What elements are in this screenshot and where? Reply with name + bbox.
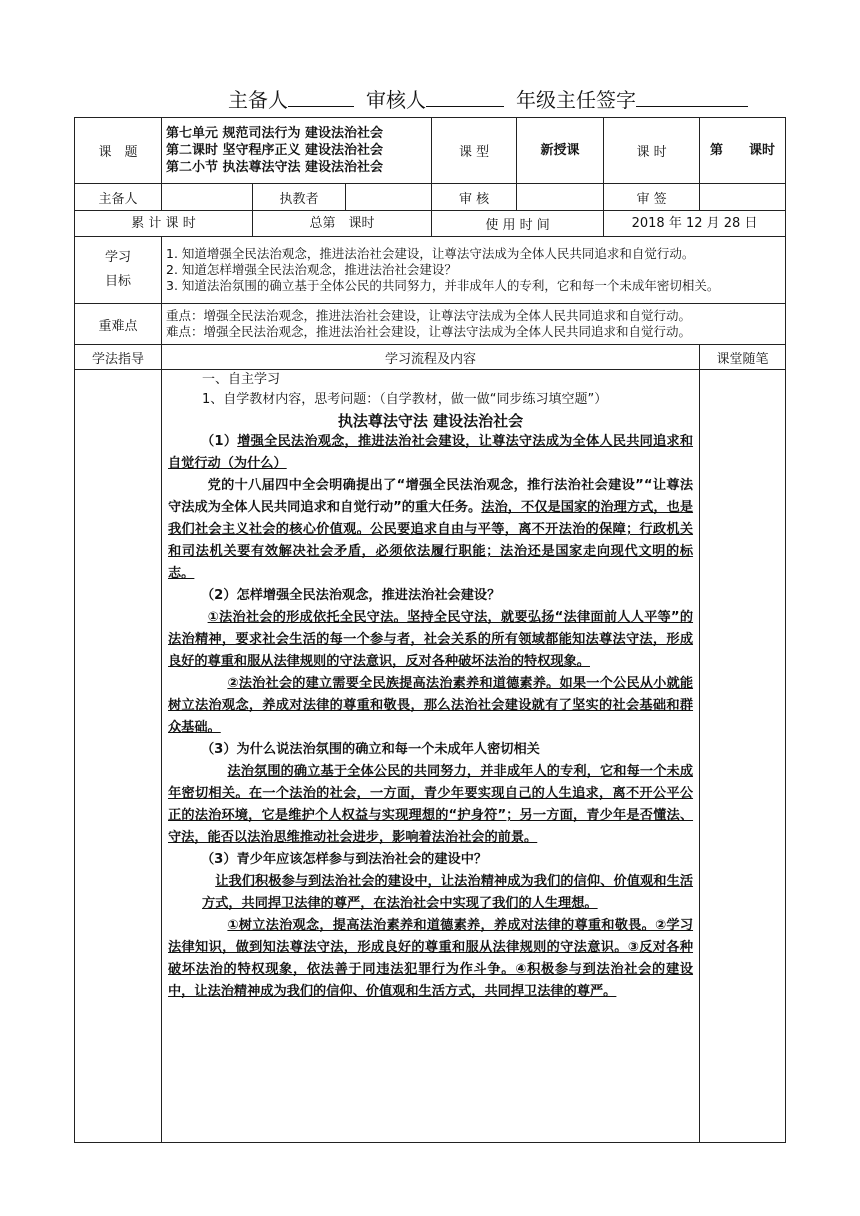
key-points-content — [162, 304, 786, 345]
answer-2b: ②法治社会的建立需要全民族提高法治素养和道德素养。如果一个公民从小就能树立法治观念，养成对法律的尊重和敬畏，那么法治社会建设就有了坚实的社会基础和群众基础。 — [168, 676, 694, 735]
cumulative-label: 累 计 课 时 — [75, 211, 253, 237]
topic-line: 第二小节 执法尊法守法 建设法治社会 — [166, 160, 384, 175]
type-value: 新授课 — [517, 118, 604, 184]
key-points-label: 重难点 — [75, 304, 162, 345]
sign-value — [700, 184, 786, 211]
signature-header — [228, 84, 760, 113]
goal-item: 3. 知道法治氛围的确立基于全体公民的共同努力，并非成年人的专利，它和每一个未成年密切相关。 — [166, 278, 720, 293]
topic-line: 第二课时 坚守程序正义 建设法治社会 — [166, 143, 384, 158]
content-row — [75, 370, 786, 1143]
method-column-header: 学法指导 — [75, 345, 162, 370]
goal-item: 2. 知道怎样增强全民法治观念，推进法治社会建设？ — [166, 262, 457, 277]
answer-4: 让我们积极参与到法治社会的建设中，让法治精神成为我们的信仰、价值观和生活方式，共同捍卫法律的尊严，在法治社会中实现了我们的人生理想。 — [202, 874, 694, 911]
prepare-value — [162, 184, 253, 211]
question-1-text: 增强全民法治观念，推进法治社会建设，让尊法守法成为全体人民共同追求和自觉行动（为什么） — [168, 434, 694, 471]
goals-row — [75, 237, 786, 304]
lesson-plan-table — [74, 117, 786, 1143]
goals-label-line: 目标 — [104, 274, 131, 289]
total-hours-label: 总第 课时 — [253, 211, 432, 237]
answer-3: 法治氛围的确立基于全体公民的共同努力，并非成年人的专利，它和每一个未成年密切相关。在一个法治的社会，一方面，青少年要实现自己的人生追求，离不开公平公正的法治环境，它是维护个人权益与实现理想的“护身符”；另一方面，青少年是否懂法、守法，能否以法治思维推动社会进步，影响着法治社会的前景。 — [168, 764, 694, 845]
key-points-row — [75, 304, 786, 345]
focus-point: 重点：增强全民法治观念，推进法治社会建设，让尊法守法成为全体人民共同追求和自觉行动。 — [166, 308, 692, 323]
answer-1-intro: 党的十八届四中全会明确提出了“增强全民法治观念，推行法治社会建设”“让尊法守法成为全体人民共同追求和自觉行动”的重大任务。 — [168, 478, 694, 515]
column-header-row — [75, 345, 786, 370]
section-heading: 一、自主学习 — [202, 372, 281, 387]
hours-value: 第 课时 — [700, 118, 786, 184]
process-column-header: 学习流程及内容 — [162, 345, 700, 370]
question-2: （2）怎样增强全民法治观念，推进法治社会建设？ — [201, 588, 501, 603]
answer-2a: ①法治社会的形成依托全民守法。坚持全民守法，就要弘扬“法律面前人人平等”的法治精神，要求社会生活的每一个参与者，社会关系的所有领域都能知法尊法守法，形成良好的尊重和服从法律规则的守法意识，反对各种破坏法治的特权现象。 — [168, 610, 694, 669]
topic-row — [75, 118, 786, 184]
header-review-label: 审核人 — [366, 88, 426, 112]
staff-row — [75, 184, 786, 211]
notes-cell — [700, 370, 786, 1143]
use-time-label: 使 用 时 间 — [432, 211, 604, 237]
topic-label: 课 题 — [75, 118, 162, 184]
grade-signature-line — [636, 86, 748, 107]
review-label: 审 核 — [432, 184, 517, 211]
goals-list — [162, 237, 786, 304]
topic-value — [162, 118, 432, 184]
hours-label: 课 时 — [604, 118, 700, 184]
prepare-signature-line — [288, 86, 354, 107]
notes-column-header: 课堂随笔 — [700, 345, 786, 370]
review-signature-line — [426, 86, 504, 107]
teacher-label: 执教者 — [253, 184, 346, 211]
question-1-number: （1） — [201, 434, 238, 449]
goals-label-line: 学习 — [104, 250, 131, 265]
question-1 — [168, 431, 693, 475]
question-3: （3）为什么说法治氛围的确立和每一个未成年人密切相关 — [201, 742, 540, 757]
goal-item: 1. 知道增强全民法治观念，推进法治社会建设，让尊法守法成为全体人民共同追求和自觉行动。 — [166, 246, 695, 261]
answer-1 — [168, 475, 693, 585]
answer-1-underlined: 法治，不仅是国家的治理方式，也是我们社会主义社会的核心价值观。公民要追求自由与平等，离不开法治的保障；行政机关和司法机关要有效解决社会矛盾，必须依法履行职能；法治还是国家走向现代文明的标志。 — [168, 500, 694, 581]
method-cell — [75, 370, 162, 1143]
type-label: 课 型 — [432, 118, 517, 184]
header-grade-sign-label: 年级主任签字 — [516, 88, 636, 112]
teacher-value — [346, 184, 432, 211]
date-value: 2018 年 12 月 28 日 — [604, 211, 786, 237]
goals-label — [75, 237, 162, 304]
process-cell — [162, 370, 700, 1143]
answer-5: ①树立法治观念，提高法治素养和道德素养，养成对法律的尊重和敬畏。②学习法律知识，做到知法尊法守法，形成良好的尊重和服从法律规则的守法意识。③反对各种破坏法治的特权现象，依法善于同违法犯罪行为作斗争。④积极参与到法治社会的建设中，让法治精神成为我们的信仰、价值观和生活方式，共同捍卫法律的尊严。 — [168, 918, 694, 999]
header-prepare-label: 主备人 — [228, 88, 288, 112]
difficulty-point: 难点：增强全民法治观念，推进法治社会建设，让尊法守法成为全体人民共同追求和自觉行动。 — [166, 324, 692, 339]
task-text: 1、自学教材内容，思考问题：（自学教材，做一做“同步练习填空题”） — [202, 392, 608, 407]
document-title: 执法尊法守法 建设法治社会 — [337, 412, 524, 430]
topic-line: 第七单元 规范司法行为 建设法治社会 — [166, 126, 384, 141]
prepare-label: 主备人 — [75, 184, 162, 211]
time-row — [75, 211, 786, 237]
question-4: （3）青少年应该怎样参与到法治社会的建设中？ — [201, 852, 488, 867]
review-value — [517, 184, 604, 211]
sign-label: 审 签 — [604, 184, 700, 211]
